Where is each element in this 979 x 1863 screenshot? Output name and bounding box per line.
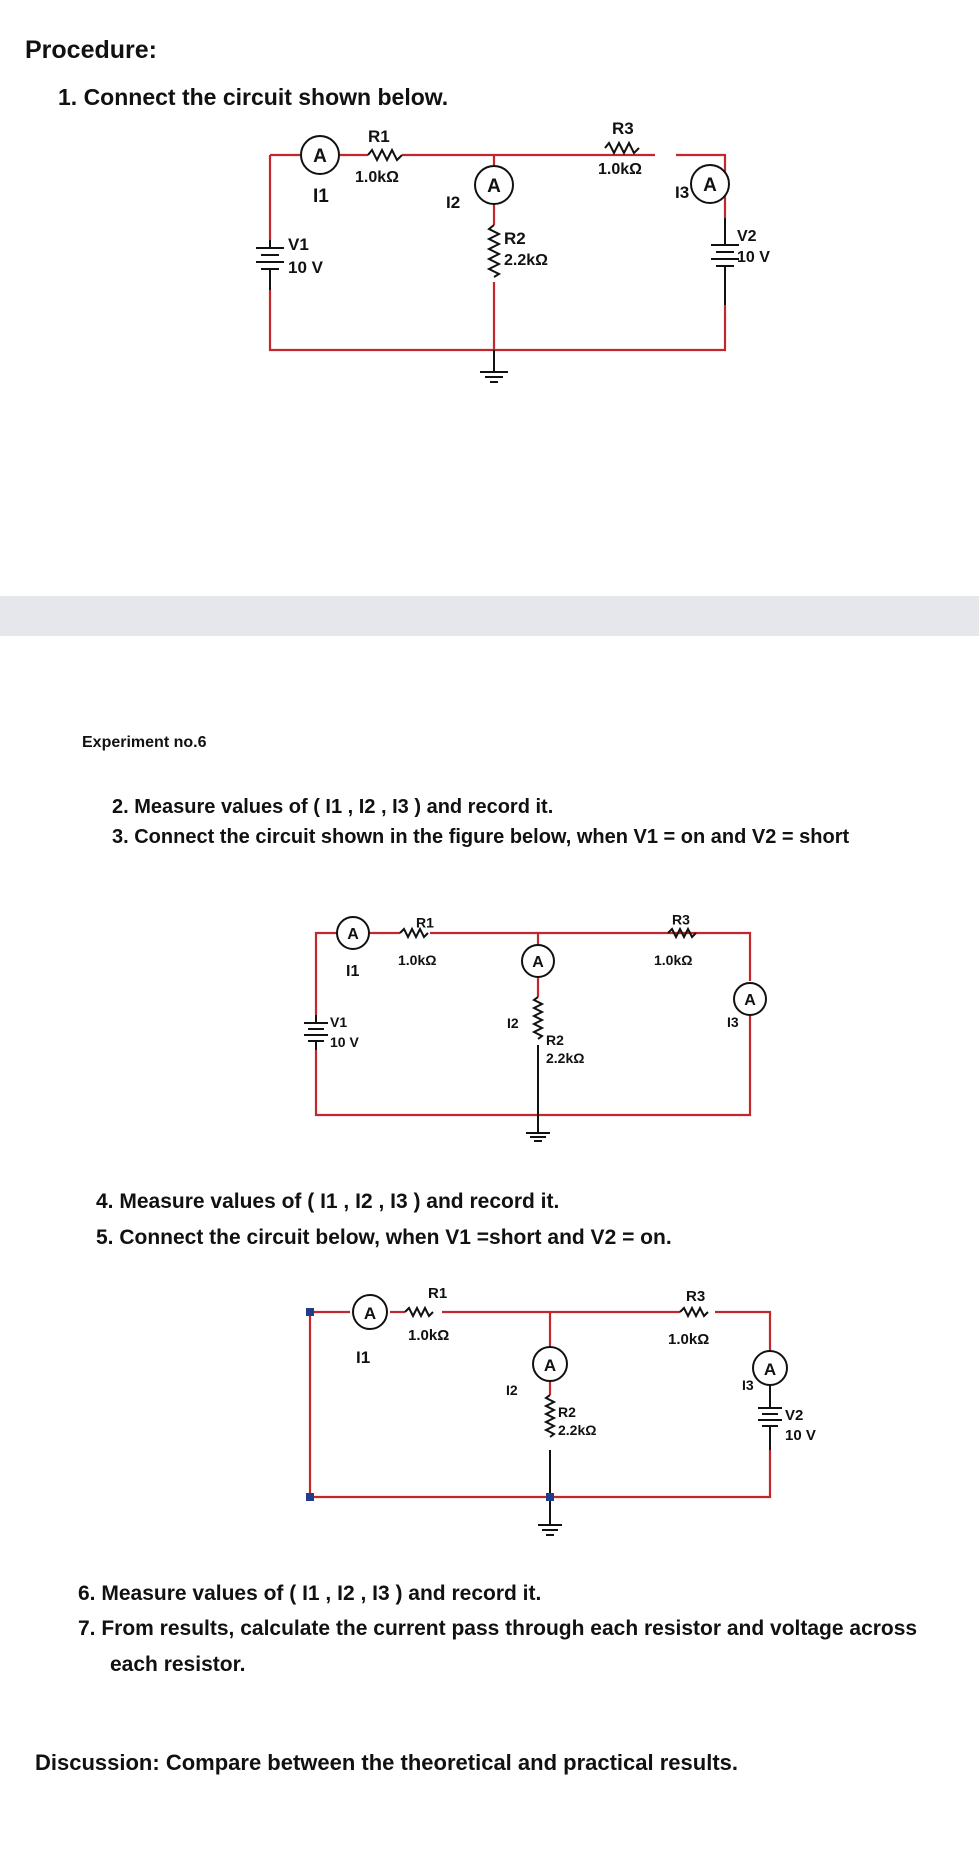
ammeter-a3-label: A xyxy=(703,175,717,196)
svg-text:A: A xyxy=(763,1360,777,1379)
svg-text:I3: I3 xyxy=(742,1377,754,1393)
svg-text:V1: V1 xyxy=(288,235,309,254)
svg-text:1.0kΩ: 1.0kΩ xyxy=(398,952,437,968)
resistor-r1 xyxy=(405,1308,433,1316)
svg-text:I1: I1 xyxy=(346,963,360,980)
ammeter-a1-label: A xyxy=(313,146,327,167)
ammeter-a2-label: A xyxy=(487,176,501,197)
svg-text:1.0kΩ: 1.0kΩ xyxy=(668,1331,710,1348)
battery-v1-symbol xyxy=(304,1015,328,1050)
svg-text:I3: I3 xyxy=(675,183,690,202)
step-7-line-1: 7. From results, calculate the current pass through each resistor and voltage across xyxy=(78,1617,918,1640)
svg-text:I2: I2 xyxy=(506,1382,518,1398)
svg-text:2.2kΩ: 2.2kΩ xyxy=(504,252,548,269)
svg-text:I1: I1 xyxy=(356,1348,371,1367)
svg-text:I2: I2 xyxy=(507,1015,519,1031)
discussion-label: Discussion: xyxy=(35,1750,160,1775)
resistor-r2 xyxy=(534,997,542,1039)
resistor-r2 xyxy=(546,1395,554,1437)
step-2: 2. Measure values of ( I1 , I2 , I3 ) and record it. xyxy=(112,796,554,818)
svg-text:A: A xyxy=(347,926,359,943)
svg-text:A: A xyxy=(543,1356,557,1375)
svg-text:I1: I1 xyxy=(313,186,329,207)
step-3: 3. Connect the circuit shown in the figure below, when V1 = on and V2 = short xyxy=(112,826,850,848)
discussion-text: Compare between the theoretical and practical results. xyxy=(159,1750,738,1775)
svg-text:R3: R3 xyxy=(612,119,634,138)
svg-text:I2: I2 xyxy=(446,193,461,212)
resistor-r1 xyxy=(368,150,402,160)
svg-text:1.0kΩ: 1.0kΩ xyxy=(654,952,693,968)
battery-v2-symbol xyxy=(711,218,739,305)
svg-text:R2: R2 xyxy=(558,1404,576,1420)
svg-text:10 V: 10 V xyxy=(737,249,770,266)
procedure-heading: Procedure: xyxy=(25,36,157,64)
svg-text:10 V: 10 V xyxy=(288,258,323,277)
svg-text:V1: V1 xyxy=(330,1014,348,1030)
circuit-diagram-2 xyxy=(280,915,800,1165)
svg-text:R2: R2 xyxy=(504,229,526,248)
svg-text:R3: R3 xyxy=(686,1288,706,1305)
step-1: 1. Connect the circuit shown below. xyxy=(58,84,449,110)
svg-text:A: A xyxy=(744,992,756,1009)
svg-text:R1: R1 xyxy=(416,915,434,931)
svg-text:1.0kΩ: 1.0kΩ xyxy=(408,1327,450,1344)
step-6: 6. Measure values of ( I1 , I2 , I3 ) and record it. xyxy=(78,1582,542,1605)
svg-text:2.2kΩ: 2.2kΩ xyxy=(558,1422,597,1438)
svg-text:R1: R1 xyxy=(368,127,390,146)
circuit-diagram-3 xyxy=(290,1280,850,1550)
svg-text:I3: I3 xyxy=(727,1014,739,1030)
svg-text:1.0kΩ: 1.0kΩ xyxy=(355,169,399,186)
step-4: 4. Measure values of ( I1 , I2 , I3 ) and record it. xyxy=(96,1190,560,1213)
svg-text:10 V: 10 V xyxy=(785,1427,816,1444)
svg-text:R2: R2 xyxy=(546,1032,564,1048)
svg-text:A: A xyxy=(532,954,544,971)
battery-v2-symbol xyxy=(758,1384,782,1450)
svg-text:R1: R1 xyxy=(428,1285,448,1302)
svg-text:1.0kΩ: 1.0kΩ xyxy=(598,161,642,178)
step-7-line-2: each resistor. xyxy=(110,1653,246,1676)
svg-text:V2: V2 xyxy=(785,1407,804,1424)
battery-v1-symbol xyxy=(256,240,284,290)
svg-text:2.2kΩ: 2.2kΩ xyxy=(546,1050,585,1066)
svg-text:V2: V2 xyxy=(737,228,757,245)
discussion xyxy=(35,1750,738,1776)
resistor-r3 xyxy=(680,1308,708,1316)
svg-text:R3: R3 xyxy=(672,915,690,928)
circuit-diagram-1 xyxy=(230,110,930,390)
svg-text:10 V: 10 V xyxy=(330,1034,359,1050)
experiment-label: Experiment no.6 xyxy=(82,734,207,751)
step-5: 5. Connect the circuit below, when V1 =short and V2 = on. xyxy=(96,1226,672,1249)
svg-text:A: A xyxy=(363,1304,377,1323)
resistor-r2 xyxy=(489,225,499,277)
page-divider xyxy=(0,596,979,636)
